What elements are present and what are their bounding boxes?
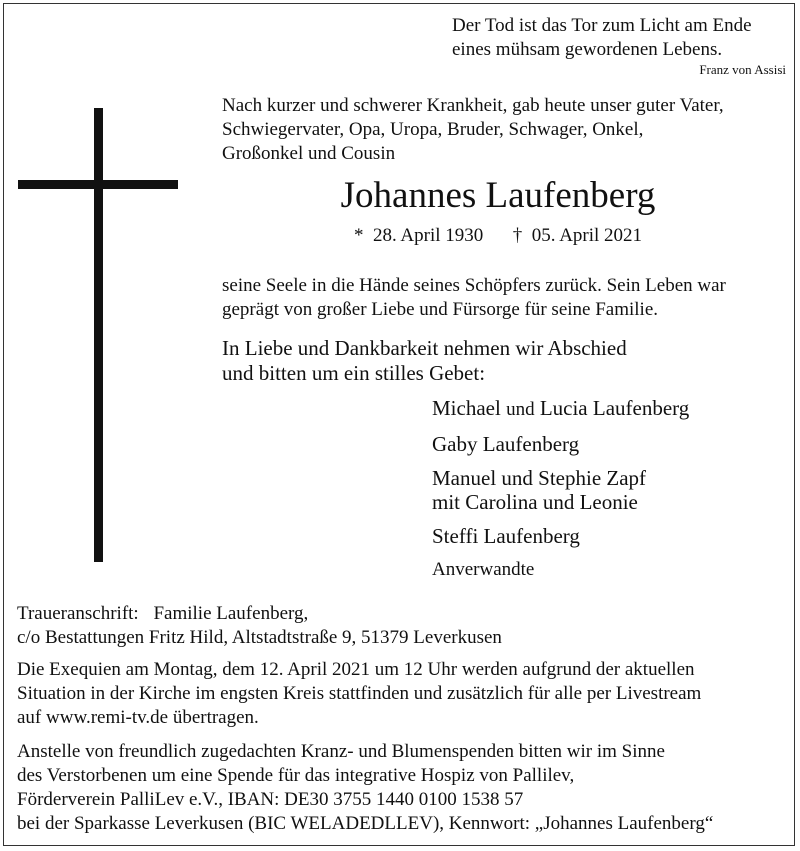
life-line: geprägt von großer Liebe und Fürsorge für seine Familie.: [222, 299, 659, 320]
motto-author: Franz von Assisi: [699, 62, 786, 77]
mourner-name: Steffi Laufenberg: [432, 524, 580, 548]
birth-date: 28. April 1930: [372, 225, 484, 246]
donation-line: Anstelle von freundlich zugedachten Kranz- und Blumenspenden bitten wir im Sinne: [17, 741, 665, 762]
address-label: Traueranschrift:: [17, 603, 139, 624]
address-line: c/o Bestattungen Fritz Hild, Altstadtstraße 9, 51379 Leverkusen: [17, 627, 502, 648]
farewell-line: In Liebe und Dankbarkeit nehmen wir Abschied: [222, 336, 627, 360]
farewell-line: und bitten um ein stilles Gebet:: [222, 361, 486, 385]
farewell-text: [222, 336, 627, 386]
service-line: Die Exequien am Montag, dem 12. April 2021 um 12 Uhr werden aufgrund der aktuellen: [17, 659, 695, 680]
mourner-joiner: und: [506, 399, 535, 420]
cross-horizontal-beam: [18, 180, 178, 189]
donation-line: Förderverein PalliLev e.V., IBAN: DE30 3755 1440 0100 1538 57: [17, 789, 524, 810]
mourner-entry: [432, 524, 689, 548]
death-date: 05. April 2021: [531, 225, 643, 246]
mourner-name: Anverwandte: [432, 559, 535, 580]
mourners-list: [432, 396, 689, 592]
mourner-sub: mit Carolina und Leonie: [432, 490, 638, 514]
mourner-name: Manuel und Stephie Zapf: [432, 466, 647, 490]
intro-line: Großonkel und Cousin: [222, 143, 396, 164]
life-text: [222, 274, 726, 322]
service-notice: [17, 658, 701, 730]
donation-line: bei der Sparkasse Leverkusen (BIC WELADEDLLEV), Kennwort: „Johannes Laufenberg“: [17, 813, 714, 834]
death-symbol: †: [512, 225, 523, 246]
motto-line: eines mühsam gewordenen Lebens.: [452, 39, 723, 60]
mourner-entry: [432, 558, 689, 582]
service-line: Situation in der Kirche im engsten Kreis stattfinden und zusätzlich für alle per Livestream: [17, 683, 702, 704]
mourner-entry: [432, 396, 689, 422]
donation-notice: [17, 740, 713, 836]
mourner-name: Michael: [432, 396, 501, 420]
mourner-name: Lucia Laufenberg: [539, 396, 690, 420]
cross-vertical-beam: [94, 108, 103, 562]
birth-symbol: *: [353, 225, 364, 246]
service-line: auf www.remi-tv.de übertragen.: [17, 707, 259, 728]
address-line: Familie Laufenberg,: [153, 603, 309, 624]
motto-quote: [452, 14, 752, 62]
life-line: seine Seele in die Hände seines Schöpfers zurück. Sein Leben war: [222, 275, 726, 296]
donation-line: des Verstorbenen um eine Spende für das integrative Hospiz von Pallilev,: [17, 765, 575, 786]
motto-line: Der Tod ist das Tor zum Licht am Ende: [452, 15, 752, 36]
mourner-entry: [432, 432, 689, 456]
intro-line: Schwiegervater, Opa, Uropa, Bruder, Schwager, Onkel,: [222, 119, 644, 140]
life-dates: [222, 224, 774, 248]
deceased-name: Johannes Laufenberg: [340, 175, 656, 216]
intro-text: [222, 94, 724, 166]
mourner-name: Gaby Laufenberg: [432, 432, 580, 456]
mourner-entry: [432, 466, 689, 514]
mourning-address: [17, 602, 502, 650]
intro-line: Nach kurzer und schwerer Krankheit, gab heute unser guter Vater,: [222, 95, 724, 116]
